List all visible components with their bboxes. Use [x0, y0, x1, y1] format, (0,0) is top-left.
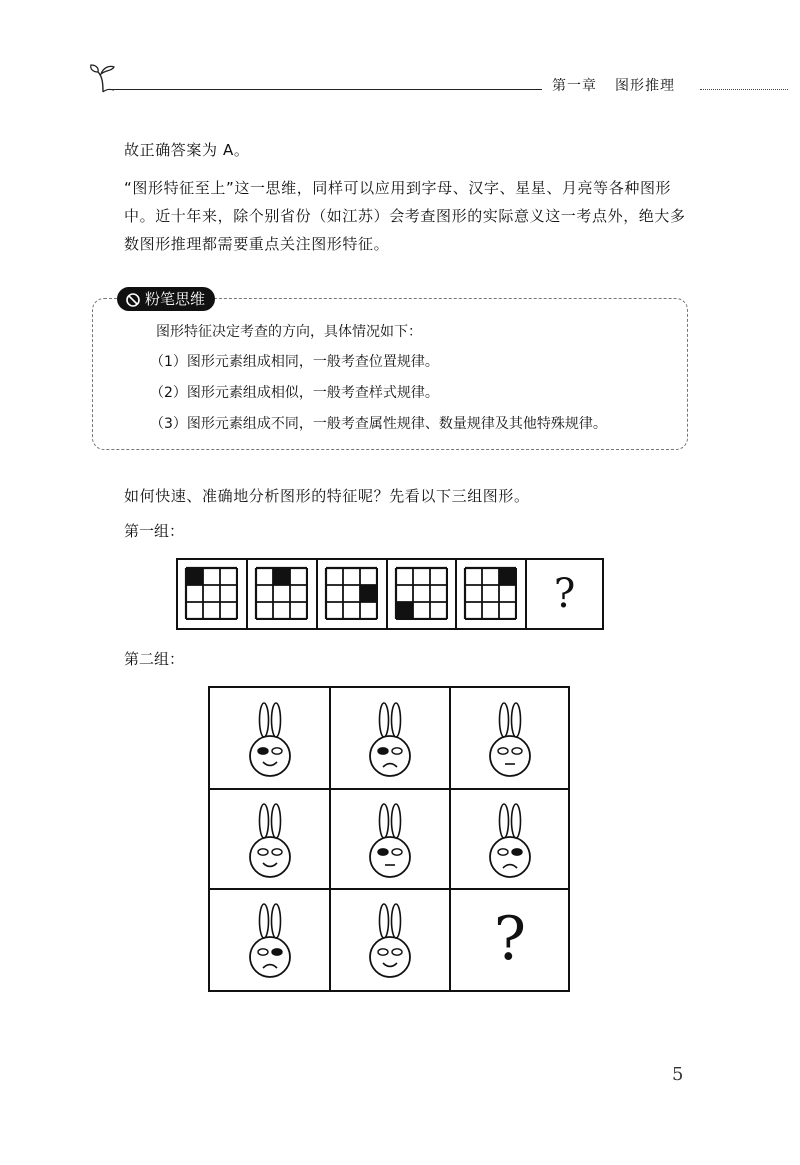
- question-panel: [450, 889, 570, 990]
- header-rule: [112, 89, 542, 90]
- group1-figure-row: [176, 558, 604, 630]
- open-eye: [258, 849, 268, 855]
- rabbit-ear: [260, 703, 269, 737]
- rabbit-ear: [512, 804, 521, 838]
- grid-3x3: [254, 566, 308, 620]
- rabbit-ear: [272, 703, 281, 737]
- grid-panel: [178, 560, 248, 628]
- section-label: 图形推理: [615, 78, 675, 94]
- open-eye: [392, 748, 402, 754]
- rabbit-face-panel: [210, 688, 330, 789]
- rabbit-ear: [260, 804, 269, 838]
- rabbit-head: [250, 937, 290, 977]
- open-eye: [498, 849, 508, 855]
- note-item: （1）图形元素组成相同，一般考查位置规律。: [150, 354, 439, 370]
- rabbit-face-panel: [210, 789, 330, 890]
- open-eye: [498, 748, 508, 754]
- filled-eye: [258, 748, 268, 754]
- page-number: 5: [672, 1064, 684, 1085]
- shaded-square: [396, 602, 413, 619]
- rabbit-ear: [272, 904, 281, 938]
- note-item: （2）图形元素组成相似，一般考查样式规律。: [150, 385, 439, 401]
- rabbit-head: [370, 837, 410, 877]
- body-paragraph: “图形特征至上”这一思维，同样可以应用到字母、汉字、星星、月亮等各种图形中。近十年来，除个别省份（如江苏）会考查图形的实际意义这一考点外，绝大多数图形推理都需要重点关注图形特征。: [124, 179, 686, 253]
- question-mark: ?: [493, 904, 527, 974]
- group1-label: 第一组：: [124, 522, 185, 540]
- grid-panel: [457, 560, 527, 628]
- filled-eye: [378, 748, 388, 754]
- question-mark: ?: [553, 571, 576, 617]
- rabbit-icon: [470, 694, 550, 784]
- question-line: 如何快速、准确地分析图形的特征呢？先看以下三组图形。: [124, 487, 530, 505]
- open-eye: [272, 748, 282, 754]
- no-sign-icon: [125, 292, 141, 308]
- open-eye: [272, 849, 282, 855]
- rabbit-ear: [260, 904, 269, 938]
- note-title: 粉笔思维: [145, 290, 206, 308]
- rabbit-face-panel: [330, 889, 450, 990]
- shaded-square: [186, 568, 203, 585]
- grid-panel: [388, 560, 458, 628]
- running-header: [552, 75, 675, 95]
- rabbit-icon: [230, 795, 310, 885]
- note-intro: 图形特征决定考查的方向，具体情况如下：: [156, 324, 422, 340]
- open-eye: [392, 849, 402, 855]
- question-panel: [527, 560, 602, 628]
- rabbit-head: [250, 736, 290, 776]
- answer-paragraph: 故正确答案为 A。: [124, 141, 250, 159]
- rabbit-icon: [230, 694, 310, 784]
- rabbit-ear: [392, 703, 401, 737]
- shaded-square: [360, 585, 377, 602]
- header-rule-dotted: [700, 89, 788, 90]
- rabbit-face-panel: [450, 789, 570, 890]
- rabbit-face-panel: [450, 688, 570, 789]
- rabbit-head: [490, 837, 530, 877]
- rabbit-head: [490, 736, 530, 776]
- rabbit-head: [370, 736, 410, 776]
- rabbit-ear: [392, 804, 401, 838]
- rabbit-head: [250, 837, 290, 877]
- grid-3x3: [463, 566, 517, 620]
- group2-label: 第二组：: [124, 650, 185, 668]
- rabbit-face-panel: [210, 889, 330, 990]
- rabbit-ear: [380, 703, 389, 737]
- rabbit-face-panel: [330, 688, 450, 789]
- grid-3x3: [394, 566, 448, 620]
- rabbit-icon: [470, 795, 550, 885]
- note-item: （3）图形元素组成不同，一般考查属性规律、数量规律及其他特殊规律。: [150, 416, 607, 432]
- shaded-square: [273, 568, 290, 585]
- filled-eye: [272, 949, 282, 955]
- rabbit-ear: [500, 804, 509, 838]
- rabbit-ear: [392, 904, 401, 938]
- open-eye: [392, 949, 402, 955]
- chapter-label: 第一章: [552, 78, 597, 94]
- open-eye: [512, 748, 522, 754]
- grid-3x3: [324, 566, 378, 620]
- rabbit-ear: [512, 703, 521, 737]
- open-eye: [258, 949, 268, 955]
- rabbit-ear: [500, 703, 509, 737]
- rabbit-icon: [230, 895, 310, 985]
- rabbit-face-panel: [330, 789, 450, 890]
- rabbit-icon: [350, 694, 430, 784]
- filled-eye: [378, 849, 388, 855]
- grid-panel: [248, 560, 318, 628]
- group2-figure-grid: [208, 686, 570, 992]
- rabbit-ear: [380, 904, 389, 938]
- note-badge: [117, 287, 215, 311]
- filled-eye: [512, 849, 522, 855]
- rabbit-icon: [350, 795, 430, 885]
- open-eye: [378, 949, 388, 955]
- grid-panel: [318, 560, 388, 628]
- rabbit-icon: [350, 895, 430, 985]
- grid-3x3: [184, 566, 238, 620]
- rabbit-ear: [272, 804, 281, 838]
- shaded-square: [499, 568, 516, 585]
- rabbit-head: [370, 937, 410, 977]
- rabbit-ear: [380, 804, 389, 838]
